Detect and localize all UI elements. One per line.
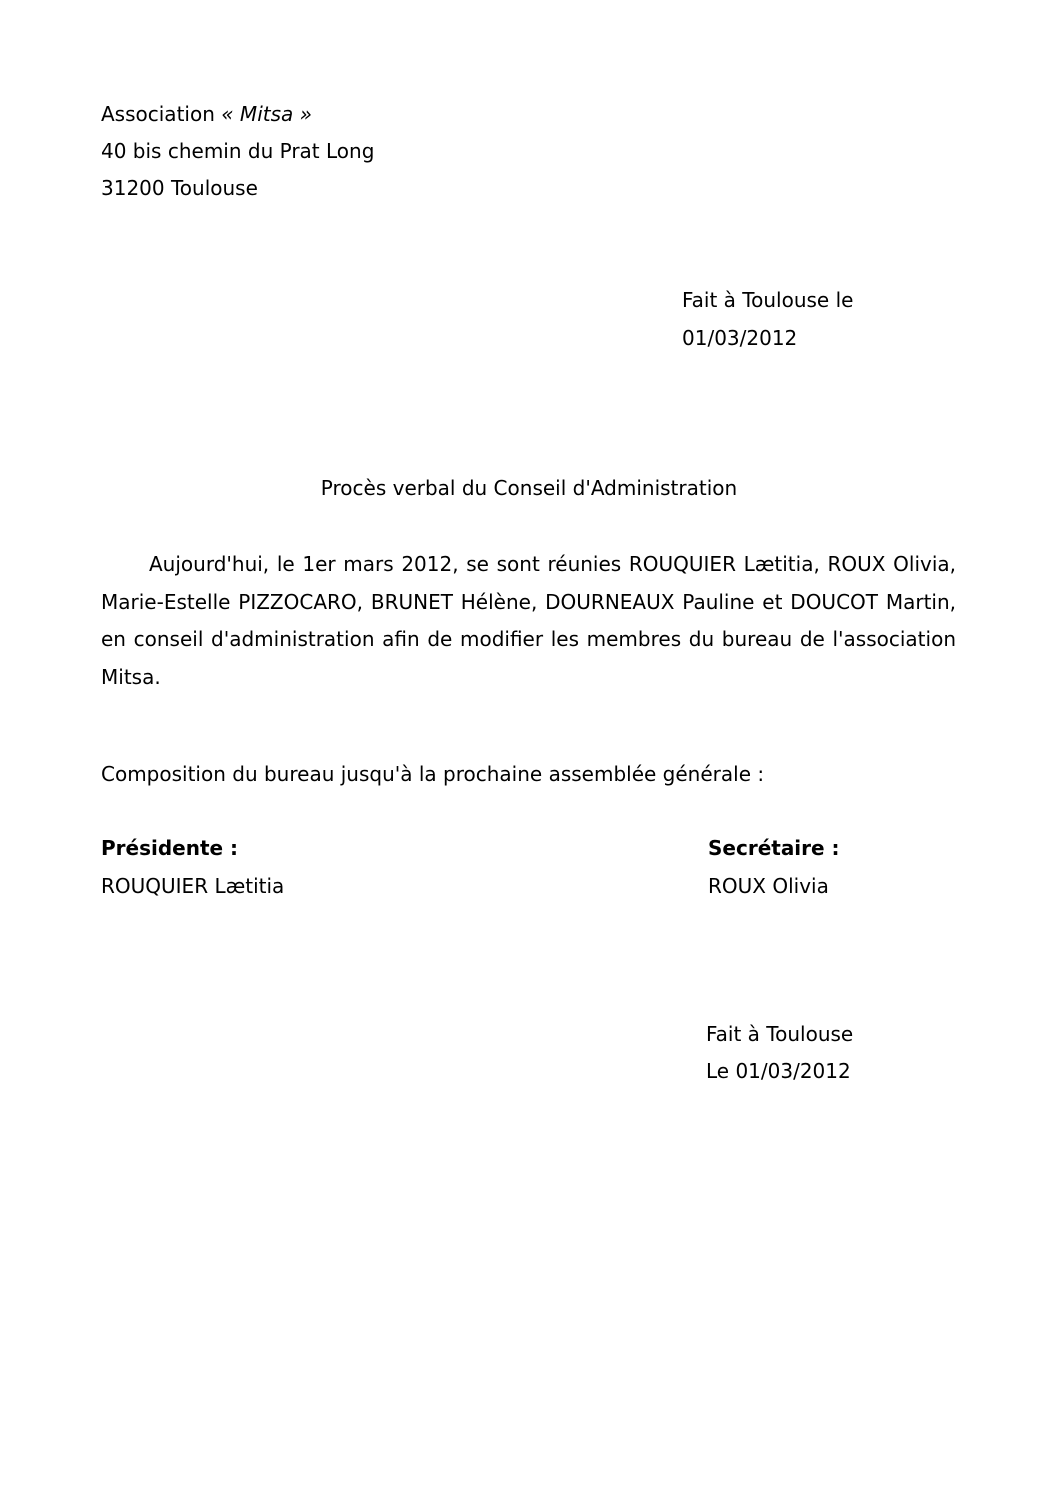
sender-address-line: 40 bis chemin du Prat Long [101, 139, 375, 163]
president-label: Présidente : [101, 836, 239, 860]
sender-association-name: « Mitsa » [221, 102, 312, 126]
composition-heading: Composition du bureau jusqu'à la prochaine assemblée générale : [101, 762, 765, 786]
president-name: ROUQUIER Lætitia [101, 874, 285, 898]
body-paragraph: Aujourd'hui, le 1er mars 2012, se sont réunies ROUQUIER Lætitia, ROUX Olivia, Marie-Estelle PIZZOCARO, BRUNET Hélène, DOURNEAUX Pauline et DOUCOT Martin, en conseil d'administration afin de modifier les membres du bureau de l'association Mitsa. [101, 552, 956, 689]
date-top-place: Fait à Toulouse le [682, 288, 854, 312]
secretary-label: Secrétaire : [708, 836, 840, 860]
sender-city-line: 31200 Toulouse [101, 176, 258, 200]
sender-association-line [101, 102, 312, 126]
date-bottom-place: Fait à Toulouse [706, 1022, 854, 1046]
date-top-date: 01/03/2012 [682, 326, 798, 350]
document-title-text: Procès verbal du Conseil d'Administration [320, 476, 738, 500]
date-bottom-date: Le 01/03/2012 [706, 1059, 851, 1083]
secretary-name: ROUX Olivia [708, 874, 829, 898]
sender-association-prefix: Association [101, 102, 222, 126]
document-title [0, 476, 1058, 500]
